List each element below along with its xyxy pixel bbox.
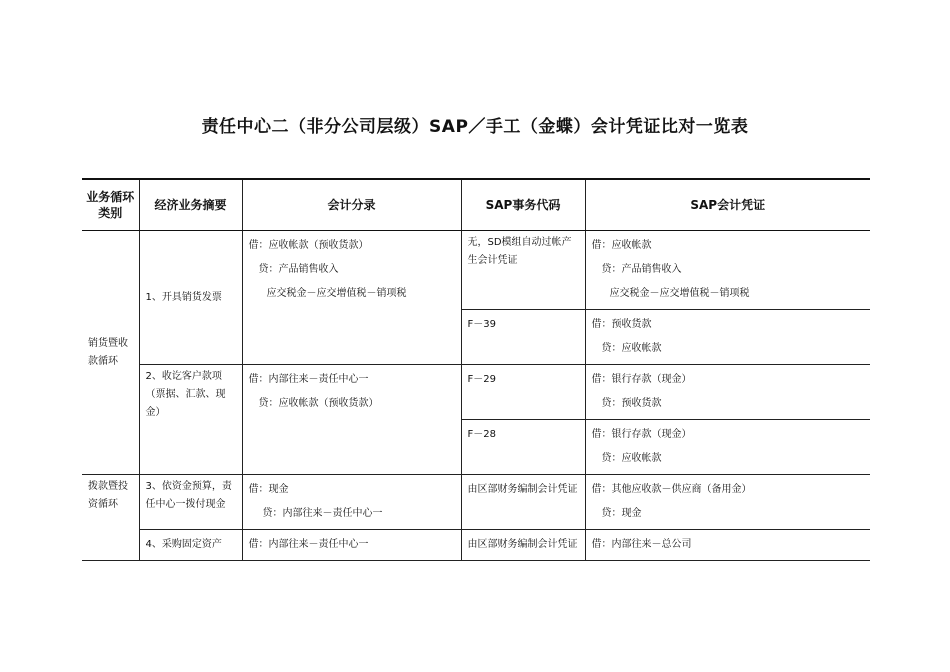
header-sap-voucher: SAP会计凭证 — [585, 179, 870, 231]
sap-voucher-item-1b — [585, 310, 870, 365]
summary-item-3: 3、依资金预算，责任中心一拨付现金 — [139, 475, 242, 530]
sap-code-item-1b: F－39 — [461, 310, 585, 365]
voucher-line: 借：其他应收款－供应商（备用金） — [591, 484, 752, 495]
entry-item-3 — [242, 475, 461, 530]
sap-voucher-item-1a — [585, 231, 870, 310]
entry-item-2 — [242, 365, 461, 475]
sap-voucher-item-2a — [585, 365, 870, 420]
entry-line: 借：内部往来－责任中心一 — [248, 374, 369, 385]
sap-voucher-item-4 — [585, 530, 870, 561]
voucher-line: 借：银行存款（现金） — [591, 374, 692, 385]
header-category: 业务循环类别 — [82, 179, 139, 231]
header-row — [82, 179, 870, 231]
entry-line: 贷：内部往来－责任中心一 — [262, 508, 383, 519]
sap-voucher-item-2b — [585, 420, 870, 475]
voucher-line: 贷：预收货款 — [601, 398, 662, 409]
voucher-line: 借：银行存款（现金） — [591, 429, 692, 440]
voucher-line: 贷：应收帐款 — [601, 453, 662, 464]
table-row — [82, 231, 870, 310]
header-sap-code: SAP事务代码 — [461, 179, 585, 231]
table-row — [82, 530, 870, 561]
entry-item-4 — [242, 530, 461, 561]
voucher-line: 借：预收货款 — [591, 319, 652, 330]
summary-item-4: 4、采购固定资产 — [139, 530, 242, 561]
voucher-comparison-table — [82, 178, 870, 561]
sap-code-item-2a: F－29 — [461, 365, 585, 420]
sap-voucher-item-3 — [585, 475, 870, 530]
sap-code-item-4: 由区部财务编制会计凭证 — [461, 530, 585, 561]
table-row — [82, 475, 870, 530]
entry-line: 应交税金－应交增值税－销项税 — [266, 288, 407, 299]
entry-item-1 — [242, 231, 461, 365]
voucher-line: 贷：现金 — [601, 508, 642, 519]
category-funding: 拨款暨投资循环 — [82, 475, 139, 561]
sap-code-item-2b: F－28 — [461, 420, 585, 475]
header-summary: 经济业务摘要 — [139, 179, 242, 231]
voucher-line: 贷：产品销售收入 — [601, 264, 682, 275]
table-row — [82, 365, 870, 420]
header-entry: 会计分录 — [242, 179, 461, 231]
voucher-line: 贷：应收帐款 — [601, 343, 662, 354]
voucher-line: 应交税金－应交增值税－销项税 — [609, 288, 750, 299]
summary-item-1: 1、开具销货发票 — [139, 231, 242, 365]
sap-code-item-1a: 无，SD模组自动过帐产生会计凭证 — [461, 231, 585, 310]
entry-line: 借：应收帐款（预收货款） — [248, 240, 369, 251]
summary-item-2: 2、收讫客户款项（票据、汇款、现金） — [139, 365, 242, 475]
sap-code-item-3: 由区部财务编制会计凭证 — [461, 475, 585, 530]
page-title: 责任中心二（非分公司层级）SAP／手工（金蝶）会计凭证比对一览表 — [201, 117, 749, 137]
entry-line: 借：内部往来－责任中心一 — [248, 539, 369, 550]
category-sales: 销货暨收款循环 — [82, 231, 139, 475]
voucher-line: 借：应收帐款 — [591, 240, 652, 251]
entry-line: 贷：应收帐款（预收货款） — [258, 398, 379, 409]
entry-line: 借：现金 — [248, 484, 289, 495]
entry-line: 贷：产品销售收入 — [258, 264, 339, 275]
voucher-line: 借：内部往来－总公司 — [591, 539, 692, 550]
